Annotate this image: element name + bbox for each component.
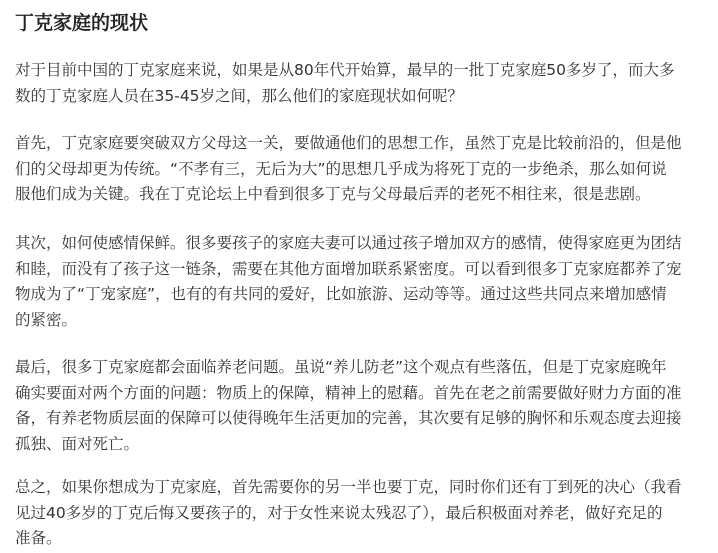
paragraph-line: 见过40多岁的丁克后悔又要孩子的，对于女性来说太残忍了），最后积极面对养老，做好充足的 (15, 503, 663, 522)
paragraph-line: 最后，很多丁克家庭都会面临养老问题。虽说“养儿防老”这个观点有些落伍，但是丁克家庭晚年 (15, 358, 667, 376)
paragraph-line: 服他们成为关键。我在丁克论坛上中看到很多丁克与父母最后弄的老死不相往来，很是悲剧。 (15, 185, 651, 204)
paragraph-line: 的紧密。 (15, 310, 78, 329)
paragraph-line: 对于目前中国的丁克家庭来说，如果是从80年代开始算，最早的一批丁克家庭50多岁了，而大多 (15, 61, 675, 79)
paragraph-line: 数的丁克家庭人员在35-45岁之间，那么他们的家庭现状如何呢？ (15, 86, 464, 105)
paragraph-intro (15, 58, 715, 109)
paragraph-last (15, 355, 715, 457)
paragraph-second (15, 231, 715, 333)
paragraph-first (15, 131, 715, 208)
paragraph-conclusion (15, 475, 715, 552)
paragraph-line: 首先，丁克家庭要突破双方父母这一关，要做通他们的思想工作，虽然丁克是比较前沿的，但是他 (15, 134, 682, 152)
article-title: 丁克家庭的现状 (15, 12, 149, 34)
paragraph-line: 和睦，而没有了孩子这一链条，需要在其他方面增加联系紧密度。可以看到很多丁克家庭都养了宠 (15, 259, 682, 278)
paragraph-line: 们的父母却更为传统。“不孝有三，无后为大”的思想几乎成为将死丁克的一步绝杀，那么如何说 (15, 159, 667, 178)
paragraph-line: 总之，如果你想成为丁克家庭，首先需要你的另一半也要丁克，同时你们还有丁到死的决心（我看 (15, 478, 682, 496)
paragraph-line: 准备。 (15, 529, 62, 548)
paragraph-line: 确实要面对两个方面的问题：物质上的保障，精神上的慰藉。首先在老之前需要做好财力方面的准 (15, 383, 682, 402)
paragraph-line: 备，有养老物质层面的保障可以使得晚年生活更加的完善，其次要有足够的胸怀和乐观态度去迎接 (15, 409, 682, 428)
paragraph-line: 其次，如何使感情保鲜。很多要孩子的家庭夫妻可以通过孩子增加双方的感情，使得家庭更为团结 (15, 234, 682, 252)
paragraph-line: 孤独、面对死亡。 (15, 434, 140, 453)
paragraph-line: 物成为了“丁宠家庭”，也有的有共同的爱好，比如旅游、运动等等。通过这些共同点来增加感情 (15, 285, 667, 304)
